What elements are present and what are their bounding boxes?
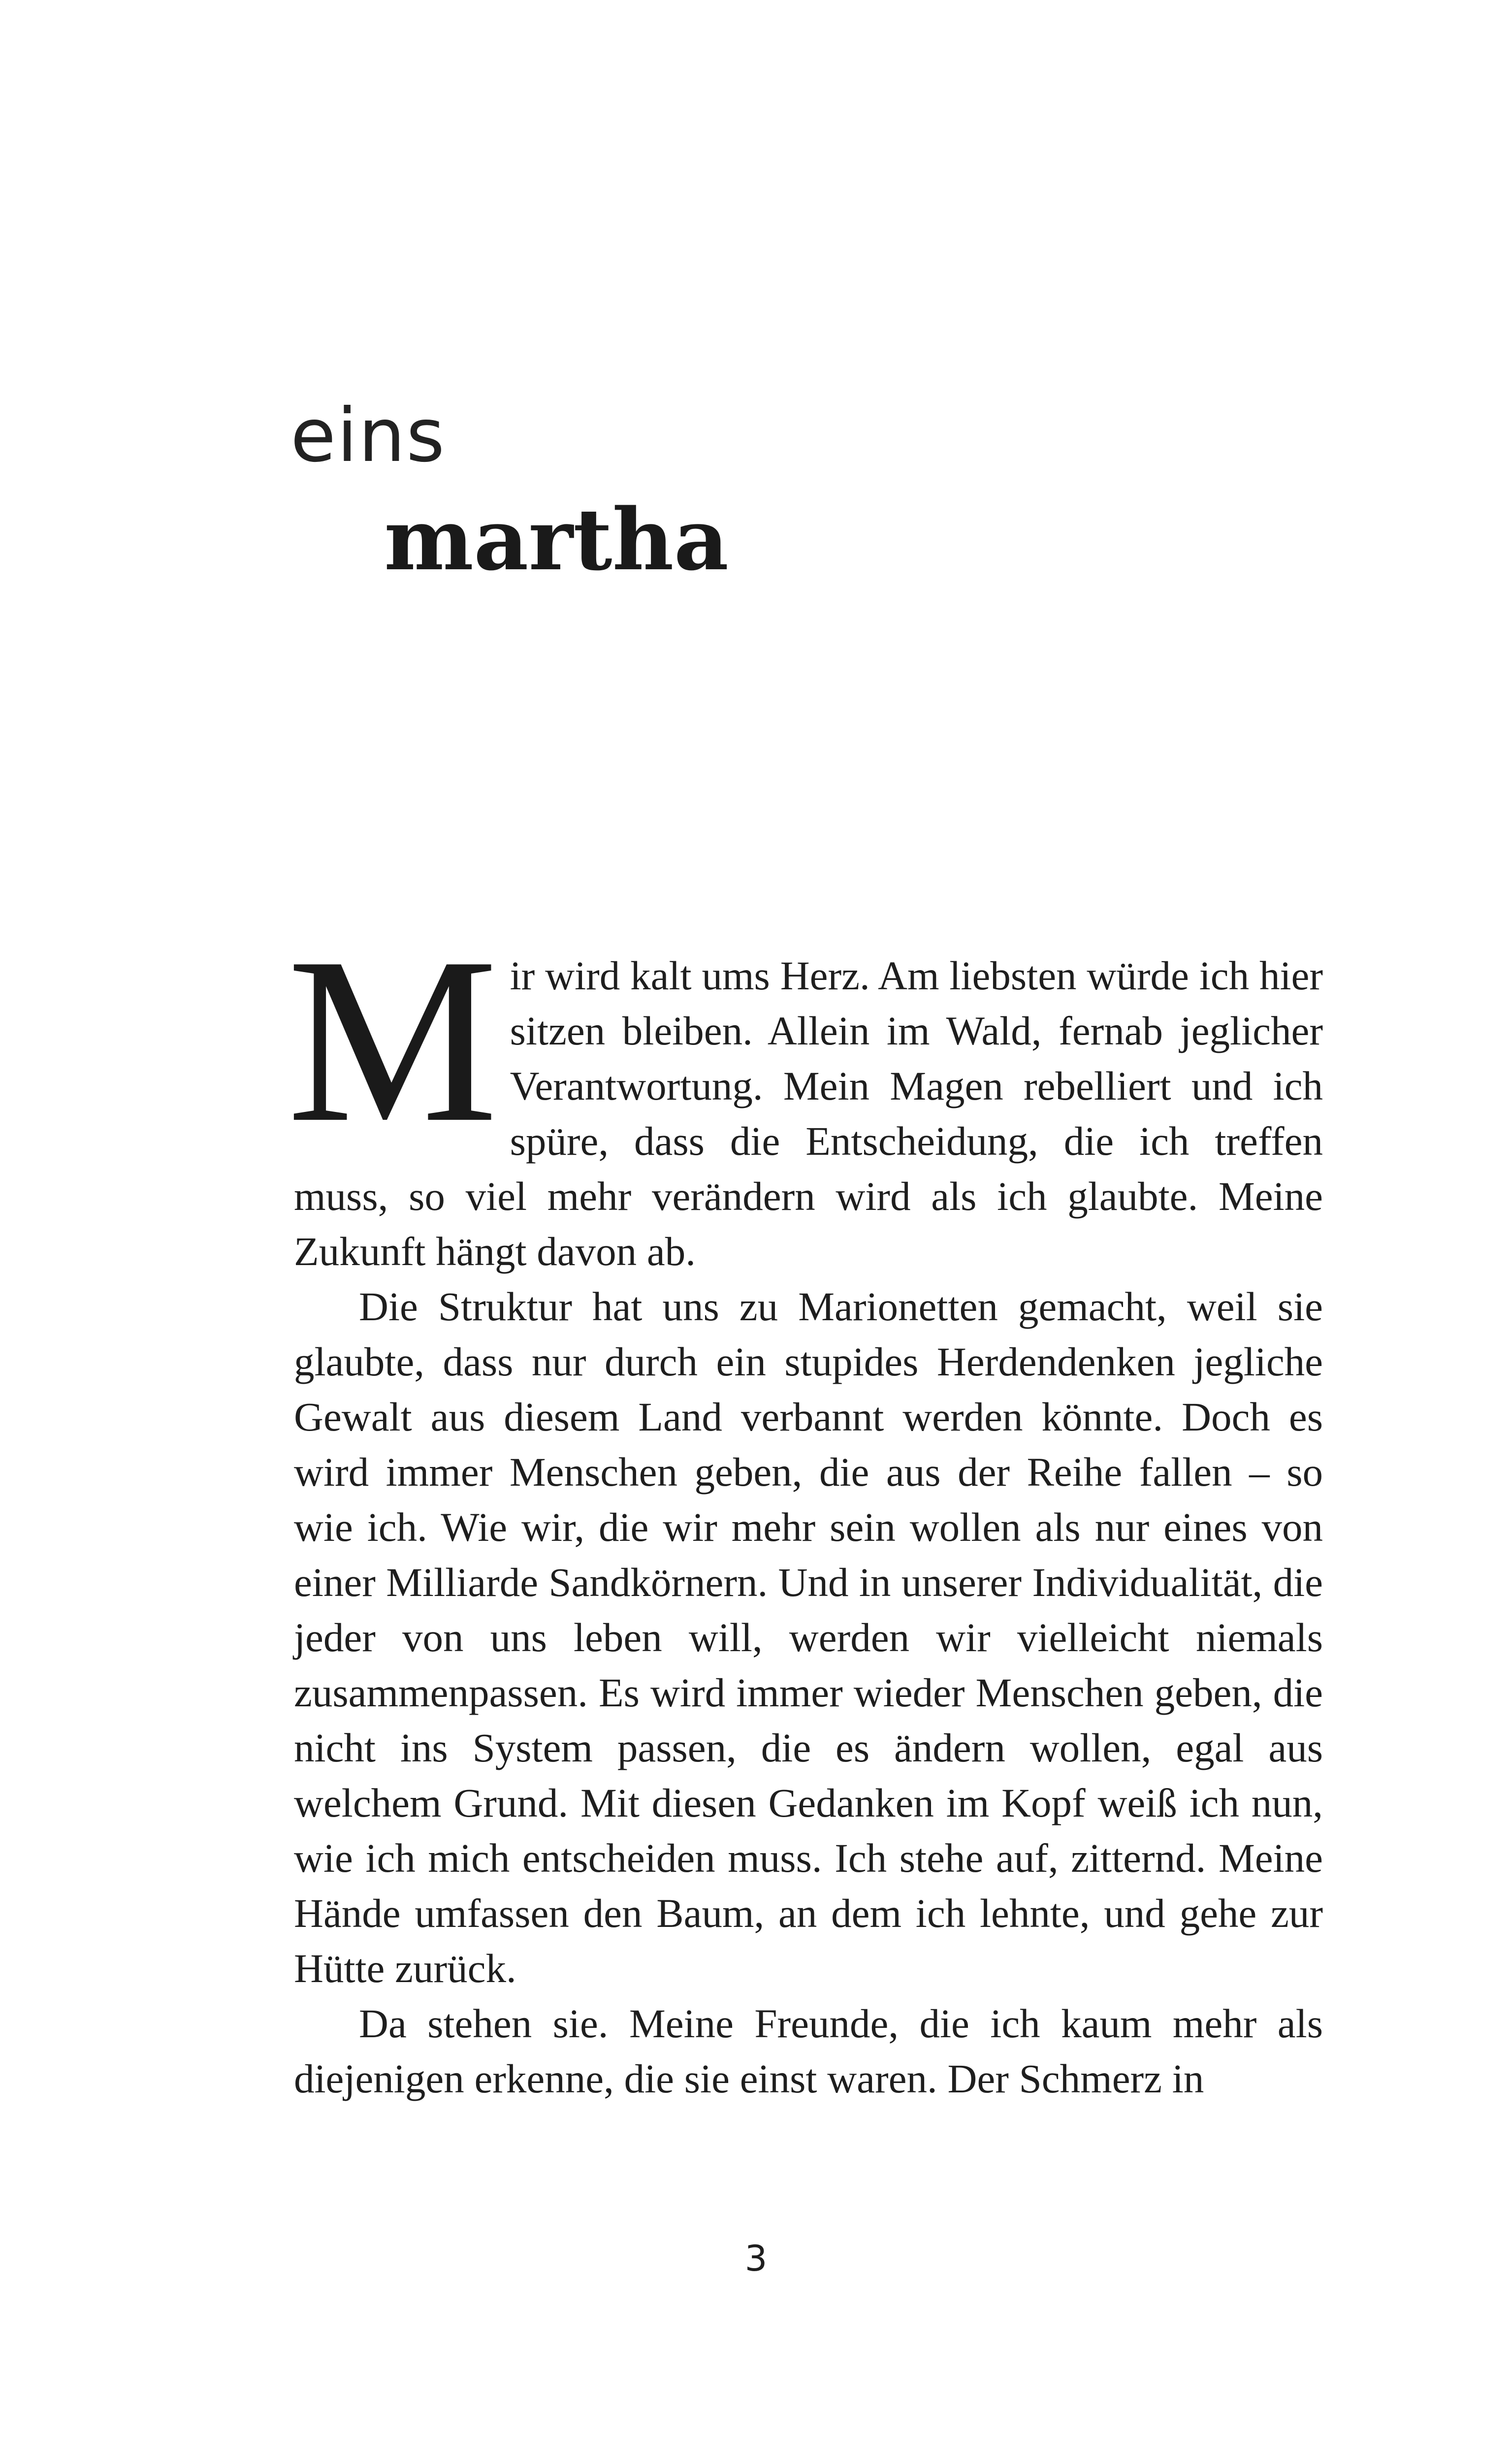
- paragraph-3: Da stehen sie. Meine Freunde, die ich kaum mehr als diejenigen erkenne, die sie einst waren. Der Schmerz in: [294, 2001, 1323, 2101]
- body-text: [287, 909, 1323, 2106]
- chapter-title: martha: [384, 489, 729, 589]
- paragraph-1-text: ir wird kalt ums Herz. Am liebsten würde ich hier sitzen bleiben. Allein im Wald, fernab jeglicher Verantwortung. Mein Magen rebelliert und ich spüre, dass die Entscheidung, die ich treffen muss, so viel mehr verändern wird als ich glaubte. Meine Zukunft hängt davon ab.: [294, 953, 1323, 1274]
- chapter-number: eins: [290, 393, 446, 479]
- page-number: 3: [744, 2238, 768, 2279]
- drop-cap: M: [287, 909, 498, 1172]
- paragraph-1: [287, 909, 1323, 1279]
- paragraph-2: Die Struktur hat uns zu Marionetten gemacht, weil sie glaubte, dass nur durch ein stupides Herdendenken jegliche Gewalt aus diesem Land verbannt werden könnte. Doch es wird immer Menschen geben, die aus der Reihe fallen – so wie ich. Wie wir, die wir mehr sein wollen als nur eines von einer Milliarde Sandkörnern. Und in unserer Individualität, die jeder von uns leben will, werden wir vielleicht niemals zusammenpassen. Es wird immer wieder Menschen geben, die nicht ins System passen, die es ändern wollen, egal aus welchem Grund. Mit diesen Gedanken im Kopf weiß ich nun, wie ich mich entscheiden muss. Ich stehe auf, zitternd. Meine Hände umfassen den Baum, an dem ich lehnte, und gehe zur Hütte zurück.: [294, 1284, 1323, 1991]
